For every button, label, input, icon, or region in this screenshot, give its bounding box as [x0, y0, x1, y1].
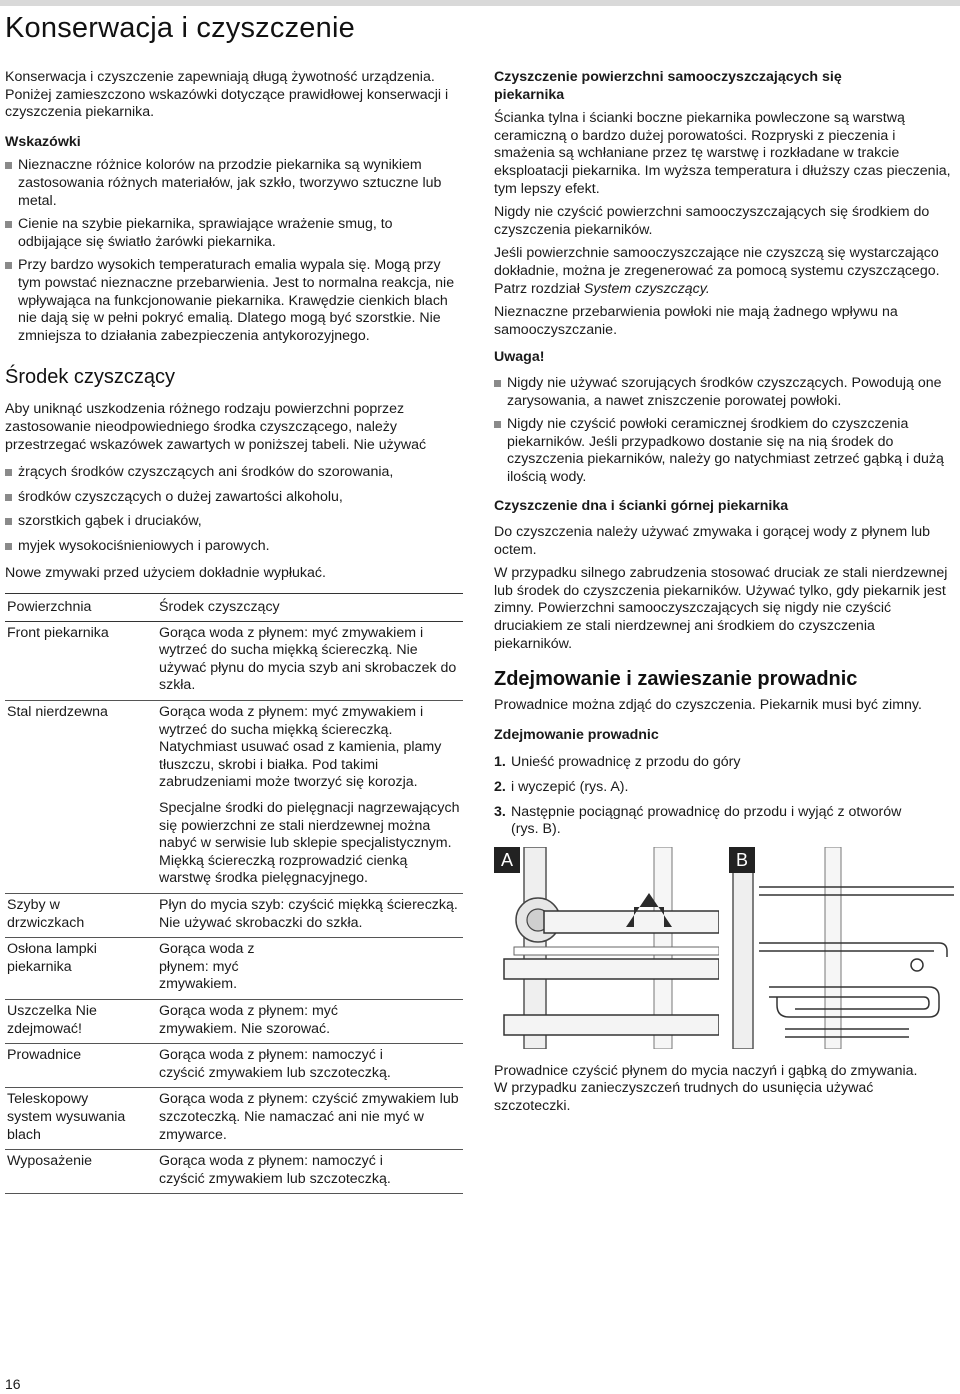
warning-list [494, 375, 954, 487]
warning-heading: Uwaga! [494, 349, 545, 366]
header-surface: Powierzchnia [5, 594, 157, 622]
self-clean-p1: Ścianka tylna i ścianki boczne piekarnika powleczone są warstwą ceramiczną o bardzo dużej porowatości. Rozpryski z pieczenia i smażenia są wchłaniane przez tę warstwę i rozkładane w trakcie eksploatacji piekarnika. Im wyższa temperatura i dłuższy czas pieczenia, tym lepszy efekt. [494, 110, 951, 197]
surface-cell: Uszczelka Nie zdejmować! [5, 999, 157, 1043]
left-column [5, 69, 460, 1194]
self-clean-heading: Czyszczenie powierzchni samooczyszczających się piekarnika [494, 69, 842, 103]
cleaner-cell: Gorąca woda z płynem: namoczyć i czyścić zmywakiem lub szczoteczką. [157, 1150, 463, 1194]
square-bullet-icon [5, 221, 12, 228]
cleaner-cell: Gorąca woda z płynem: namoczyć i czyścić zmywakiem lub szczoteczką. [157, 1044, 463, 1088]
surface-cell: Stal nierdzewna [5, 701, 157, 894]
figure-a [494, 847, 719, 1049]
removal-steps [494, 754, 954, 838]
square-bullet-icon [5, 162, 12, 169]
rails-heading: Zdejmowanie i zawieszanie prowadnic [494, 668, 858, 691]
surface-cell: Szyby w drzwiczkach [5, 893, 157, 937]
list-item: szorstkich gąbek i druciaków, [5, 513, 460, 531]
self-clean-p4: Nieznaczne przebarwienia powłoki nie mają żadnego wpływu na samooczyszczanie. [494, 304, 898, 338]
surface-cell: Front piekarnika [5, 621, 157, 700]
cleaner-heading: Środek czyszczący [5, 366, 176, 389]
table-header-row [5, 594, 463, 622]
figure-b-label: B [729, 847, 755, 873]
rinse-note: Nowe zmywaki przed użyciem dokładnie wypłukać. [5, 565, 326, 582]
rail-lift-illustration-icon [494, 847, 719, 1049]
figures [494, 847, 954, 1049]
list-item: myjek wysokociśnieniowych i parowych. [5, 538, 460, 556]
rails-clean-note: Prowadnice czyścić płynem do mycia naczyń i gąbką do zmywania. W przypadku zanieczyszczeń trudnych do usunięcia używać szczoteczki. [494, 1062, 918, 1114]
bottom-clean-p1: Do czyszczenia należy używać zmywaka i gorącej wody z płynem lub octem. [494, 524, 931, 558]
cleaner-cell: Gorąca woda z płynem: myć zmywakiem. Nie szorować. [157, 999, 463, 1043]
list-item: Cienie na szybie piekarnika, sprawiające wrażenie smug, to odbijające się światło żarówki piekarnika. [5, 216, 460, 251]
list-item: Nigdy nie czyścić powłoki ceramicznej środkiem do czyszczenia piekarników. Jeśli przypadkowo dostanie się na nią środek do czyszczenia piekarników, należy go natychmiast zetrzeć gąbką i dużą ilością wody. [494, 416, 954, 486]
tips-list [5, 157, 460, 345]
cleaner-cell: Gorąca woda z płynem: myć zmywakiem i wytrzeć do sucha miękką ściereczką. Natychmiast usuwać osad z kamienia, plamy tłuszczu, skrobi i białka. Pod takimi zabrudzeniami może tworzyć się korozja. Specjalne środki do pielęgnacji nagrzewających się powierzchni ze stali nierdzewnej można nabyć w serwisie lub sklepie specjalistycznym. Miękką ściereczką rozprowadzić cienką warstwę środka pielęgnacyjnego. [157, 701, 463, 894]
table-row [5, 1150, 463, 1194]
do-not-use-list [5, 464, 460, 555]
table-row [5, 1088, 463, 1150]
surface-cell: Osłona lampki piekarnika [5, 938, 157, 1000]
square-bullet-icon [494, 380, 501, 387]
table-row [5, 621, 463, 700]
table-row [5, 938, 463, 1000]
list-item: Nigdy nie używać szorujących środków czyszczących. Powodują one zarysowania, a nawet zniszczenie porowatej powłoki. [494, 375, 954, 410]
list-item: 3. Następnie pociągnąć prowadnicę do przodu i wyjąć z otworów (rys. B). [494, 803, 902, 838]
square-bullet-icon [5, 518, 12, 525]
cleaning-table [5, 593, 463, 1194]
figure-b [729, 847, 954, 1049]
square-bullet-icon [494, 421, 501, 428]
intro-paragraph: Konserwacja i czyszczenie zapewniają długą żywotność urządzenia. Poniżej zamieszczono wskazówki dotyczące prawidłowej konserwacji i czyszczenia piekarnika. [5, 69, 449, 121]
cleaner-cell: Płyn do mycia szyb: czyścić miękką ściereczką. Nie używać skrobaczki do szkła. [157, 893, 463, 937]
rails-intro: Prowadnice można zdjąć do czyszczenia. Piekarnik musi być zimny. [494, 697, 922, 714]
remove-rails-heading: Zdejmowanie prowadnic [494, 726, 659, 743]
figure-a-label: A [494, 847, 520, 873]
page-number: 16 [5, 1376, 21, 1392]
surface-cell: Teleskopowy system wysuwania blach [5, 1088, 157, 1150]
rail-removal-illustration-icon [729, 847, 954, 1049]
square-bullet-icon [5, 469, 12, 476]
square-bullet-icon [5, 494, 12, 501]
header-cleaner: Środek czyszczący [157, 594, 463, 622]
square-bullet-icon [5, 543, 12, 550]
cleaner-cell: Gorąca woda z płynem: myć zmywakiem. [157, 938, 463, 1000]
list-item: 1. Unieść prowadnicę z przodu do góry [494, 754, 741, 771]
table-row [5, 1044, 463, 1088]
cleaner-cell: Gorąca woda z płynem: czyścić zmywakiem lub szczoteczką. Nie namaczać ani nie myć w zmywarce. [157, 1088, 463, 1150]
surface-cell: Prowadnice [5, 1044, 157, 1088]
system-cleaning-reference: System czyszczący. [583, 280, 710, 297]
square-bullet-icon [5, 262, 12, 269]
top-rule [0, 0, 960, 6]
right-column [494, 69, 954, 1122]
bottom-clean-heading: Czyszczenie dna i ścianki górnej piekarnika [494, 498, 789, 515]
tips-heading: Wskazówki [5, 133, 81, 150]
cleaner-intro: Aby uniknąć uszkodzenia różnego rodzaju powierzchni poprzez zastosowanie nieodpowiedniego środka czyszczącego, należy przestrzegać wskazówek zawartych w poniższej tabeli. Nie używać [5, 401, 427, 453]
bottom-clean-p2: W przypadku silnego zabrudzenia stosować druciak ze stali nierdzewnej lub środek do czyszczenia piekarników. Używać tylko, gdy piekarnik jest zimny. Powierzchni samooczyszczających się nigdy nie czyścić druciakiem ze stali nierdzewnej ani środkiem do czyszczenia piekarników. [494, 565, 948, 652]
self-clean-p2: Nigdy nie czyścić powierzchni samooczyszczających się środkiem do czyszczenia piekarników. [494, 204, 930, 238]
list-item: żrących środków czyszczących ani środków do szorowania, [5, 464, 460, 482]
list-item: 2. i wyczepić (rys. A). [494, 779, 629, 795]
self-clean-p3: Jeśli powierzchnie samooczyszczające nie czyszczą się wystarczająco dokładnie, można je zregenerować za pomocą systemu czyszczącego. Patrz rozdział System czyszczący. [494, 245, 940, 297]
table-row [5, 999, 463, 1043]
list-item: środków czyszczących o dużej zawartości alkoholu, [5, 489, 460, 507]
page-title: Konserwacja i czyszczenie [5, 12, 355, 44]
table-row [5, 701, 463, 894]
surface-cell: Wyposażenie [5, 1150, 157, 1194]
cleaner-cell: Gorąca woda z płynem: myć zmywakiem i wytrzeć do sucha miękką ściereczką. Nie używać płynu do mycia szyb ani skrobaczek do szkła. [157, 621, 463, 700]
list-item: Przy bardzo wysokich temperaturach emalia wypala się. Mogą przy tym powstać nieznaczne przebarwienia. Jest to normalna reakcja, nie wpływająca na funkcjonowanie piekarnika. Krawędzie cienkich blach nie dają się w pełni pokryć emalią. Dlatego mogą być szorstkie. Nie zmniejsza to działania zabezpieczenia antykorozyjnego. [5, 257, 460, 345]
table-row [5, 893, 463, 937]
list-item: Nieznaczne różnice kolorów na przodzie piekarnika są wynikiem zastosowania różnych materiałów, jak szkło, tworzywo sztuczne lub metal. [5, 157, 460, 210]
